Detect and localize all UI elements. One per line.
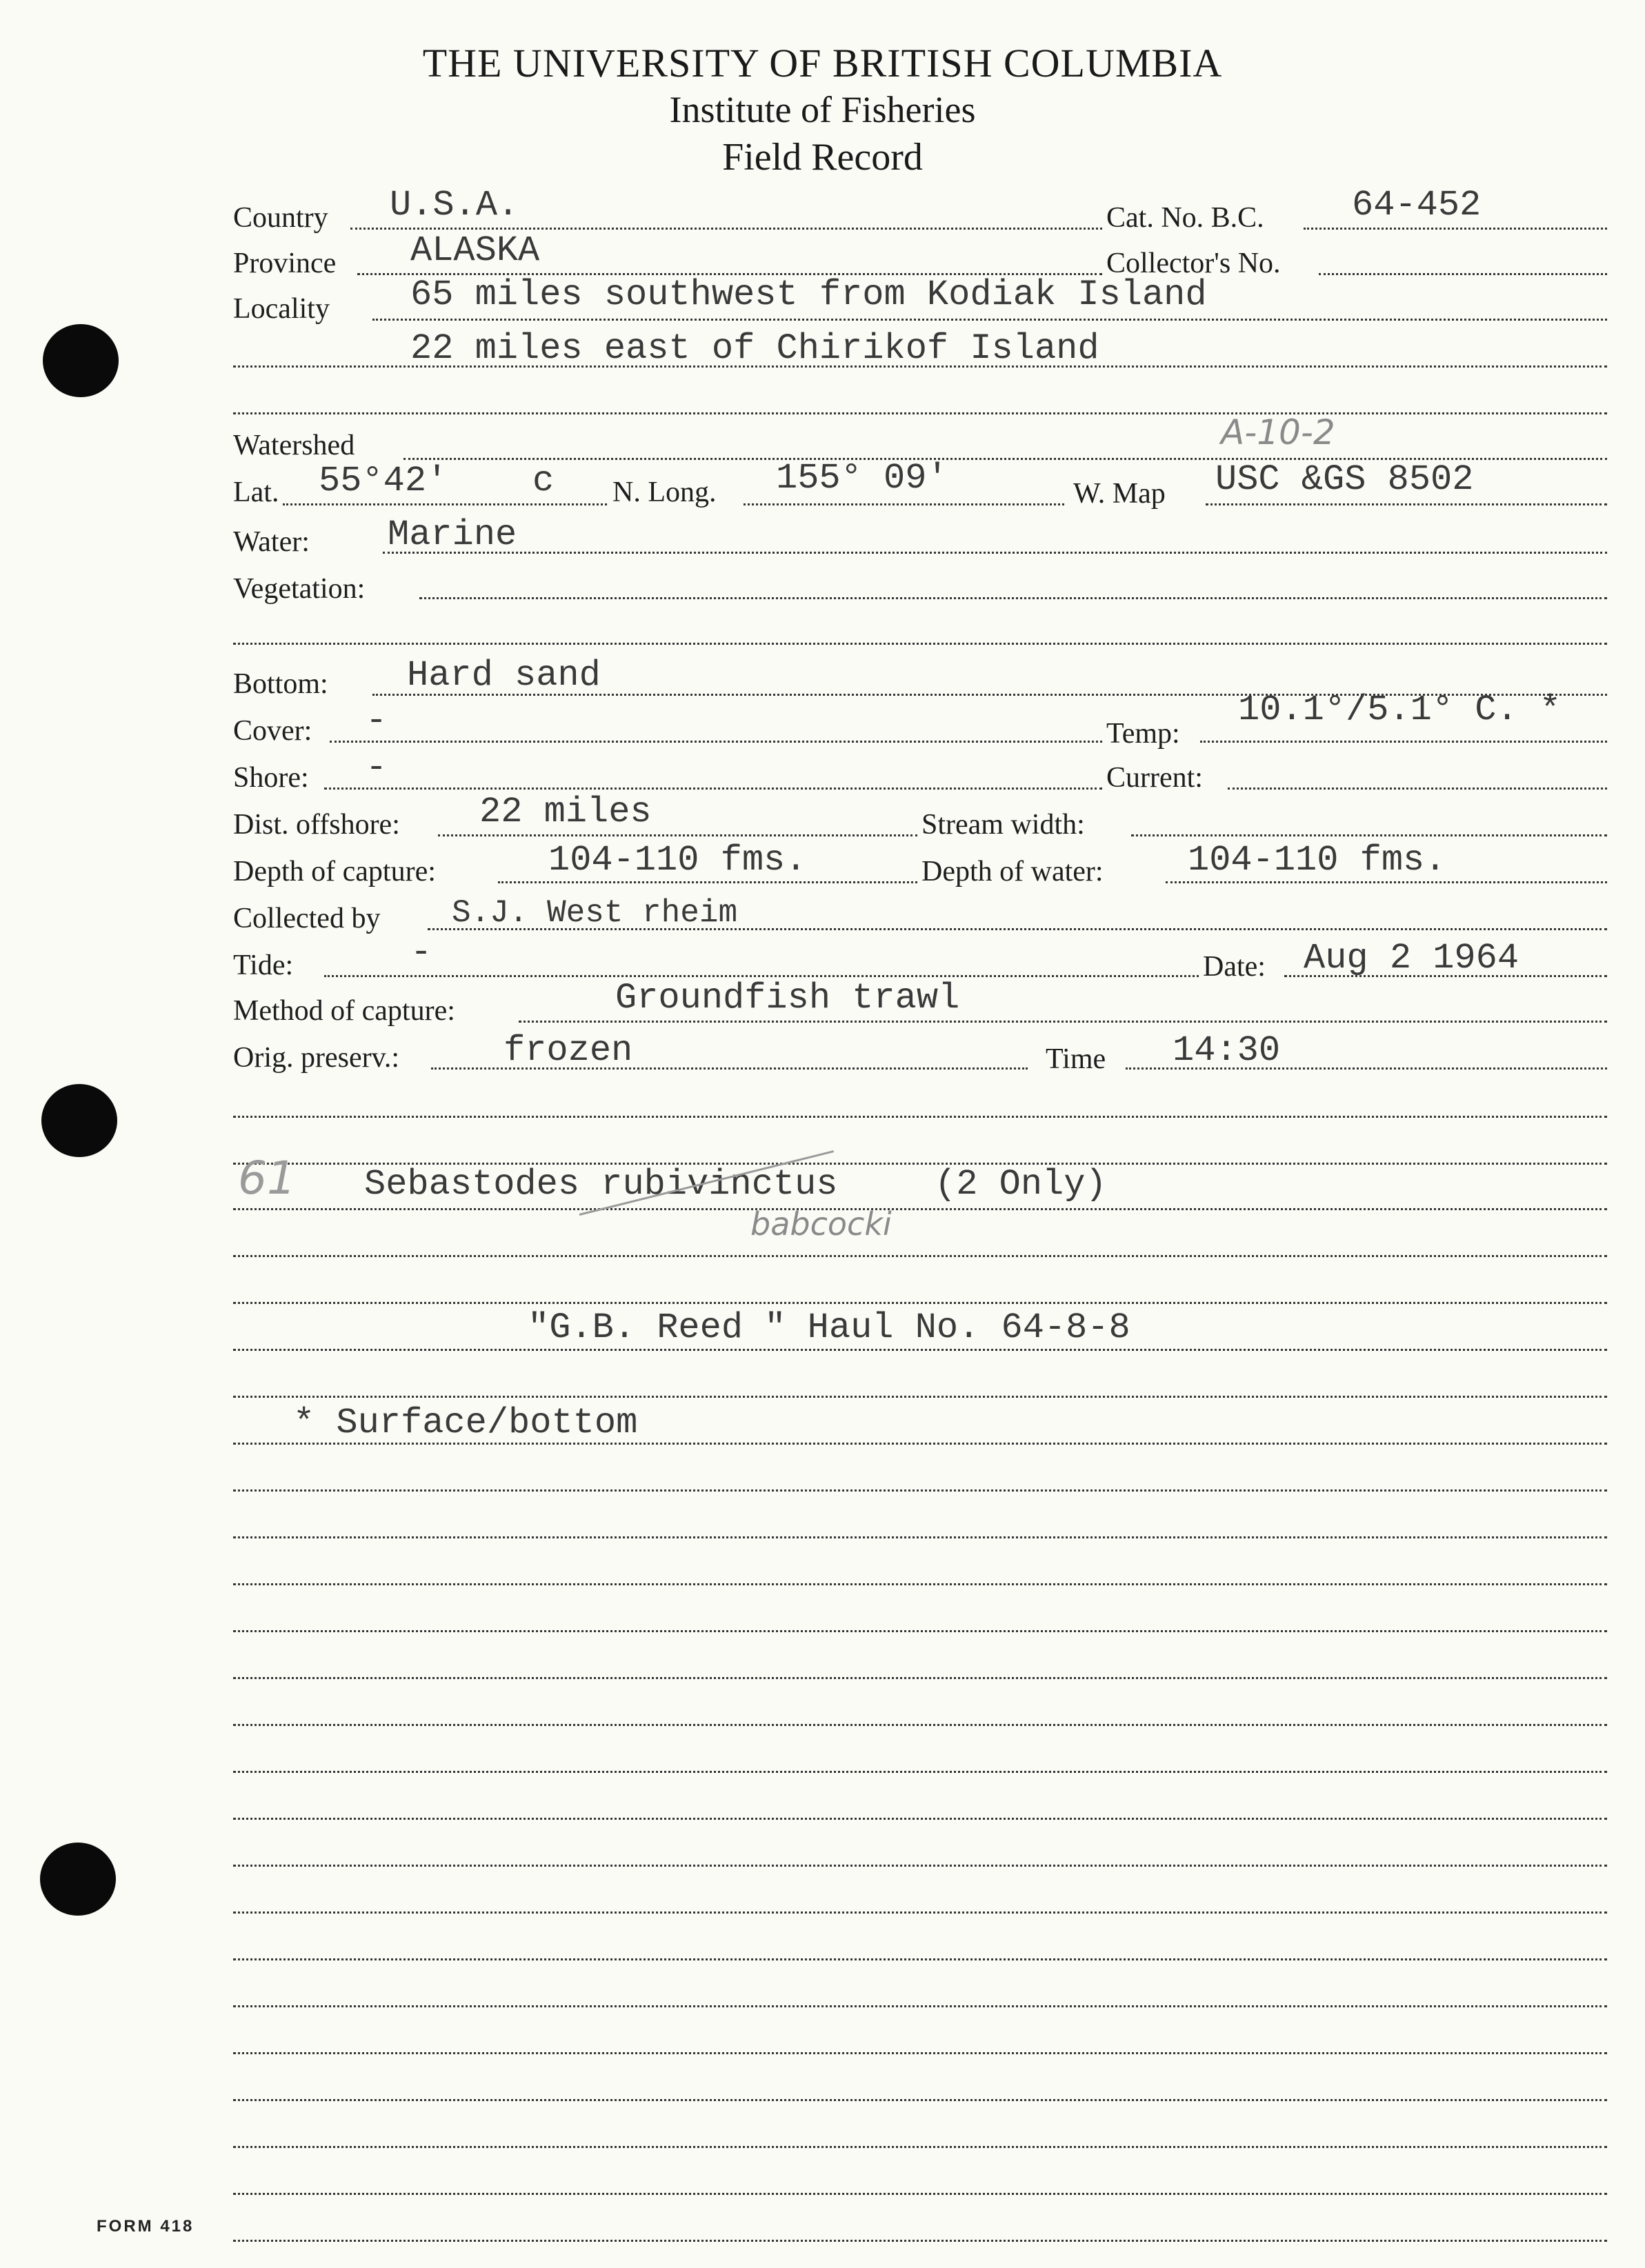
bottom-value: Hard sand	[407, 655, 601, 696]
current-label: Current:	[1106, 762, 1203, 794]
shore-line	[324, 787, 1102, 790]
depth-capture-line	[498, 881, 917, 883]
vegetation-label: Vegetation:	[233, 573, 366, 605]
cat-no-label: Cat. No. B.C.	[1106, 202, 1264, 234]
method-line	[519, 1021, 1607, 1023]
cover-value: -	[366, 701, 388, 741]
lat-line	[283, 503, 607, 505]
water-label: Water:	[233, 526, 310, 558]
collectors-no-line	[1319, 273, 1607, 275]
watershed-note: A-10-2	[1221, 412, 1335, 452]
locality-line-3	[233, 412, 1607, 414]
tide-line	[324, 975, 1199, 977]
ruled-line	[233, 1865, 1607, 1867]
ruled-line	[233, 1396, 1607, 1398]
lat-mark: c	[532, 461, 555, 501]
locality-value-2: 22 miles east of Chirikof Island	[410, 328, 1099, 369]
w-map-label: W. Map	[1073, 478, 1166, 510]
locality-value-1: 65 miles southwest from Kodiak Island	[410, 274, 1207, 315]
current-line	[1228, 787, 1607, 790]
ruled-line	[233, 1724, 1607, 1726]
lat-label: Lat.	[233, 476, 279, 508]
water-line	[383, 552, 1607, 554]
punch-hole-middle	[41, 1084, 117, 1157]
province-label: Province	[233, 248, 337, 279]
vegetation-line	[419, 597, 1607, 599]
country-label: Country	[233, 202, 328, 234]
punch-hole-top	[43, 324, 119, 397]
time-label: Time	[1046, 1043, 1106, 1075]
locality-line-1	[372, 319, 1607, 321]
collectors-no-label: Collector's No.	[1106, 248, 1281, 279]
species-name: Sebastodes rubivinctus	[364, 1164, 838, 1205]
ruled-line	[233, 1771, 1607, 1773]
long-value: 155° 09'	[776, 458, 948, 499]
ruled-line	[233, 1489, 1607, 1492]
ruled-line	[233, 1536, 1607, 1538]
bottom-label: Bottom:	[233, 668, 328, 700]
dist-offshore-label: Dist. offshore:	[233, 809, 400, 841]
map-value: USC &GS 8502	[1215, 459, 1474, 500]
cat-no-line	[1304, 228, 1607, 230]
ruled-line	[233, 2193, 1607, 2195]
country-value: U.S.A.	[390, 185, 519, 225]
form-title: Field Record	[722, 136, 923, 179]
ruled-line	[233, 1583, 1607, 1585]
ruled-line	[233, 1349, 1607, 1351]
ruled-line	[233, 1255, 1607, 1257]
lat-value: 55°42'	[319, 461, 448, 501]
depth-capture-value: 104-110 fms.	[548, 840, 807, 881]
ruled-line	[233, 2052, 1607, 2054]
collected-by-label: Collected by	[233, 903, 381, 934]
temp-line	[1200, 741, 1607, 743]
dist-offshore-line	[438, 834, 917, 836]
form-number: FORM 418	[97, 2217, 195, 2236]
ruled-line	[233, 1302, 1607, 1304]
ruled-line	[233, 1116, 1607, 1118]
temp-label: Temp:	[1106, 718, 1180, 750]
ruled-line	[233, 2005, 1607, 2007]
specimen-count: (2 Only)	[935, 1164, 1107, 1205]
stream-width-label: Stream width:	[921, 809, 1085, 841]
ruled-line	[233, 2099, 1607, 2101]
stream-width-line	[1131, 834, 1607, 836]
depth-capture-label: Depth of capture:	[233, 856, 436, 887]
tide-value: -	[410, 932, 432, 973]
map-line	[1206, 503, 1607, 505]
cover-line	[330, 741, 1102, 743]
depth-water-line	[1166, 881, 1607, 883]
ruled-line	[233, 1911, 1607, 1914]
ruled-line	[233, 1958, 1607, 1960]
ruled-line	[233, 2240, 1607, 2242]
university-title: THE UNIVERSITY OF BRITISH COLUMBIA	[422, 41, 1223, 86]
long-line	[744, 503, 1064, 505]
ruled-line	[233, 1208, 1607, 1210]
ruled-line	[233, 1630, 1607, 1632]
date-value: Aug 2 1964	[1304, 938, 1519, 979]
ruled-line	[233, 2146, 1607, 2148]
orig-preserv-value: frozen	[504, 1030, 633, 1071]
method-label: Method of capture:	[233, 995, 455, 1027]
locality-label: Locality	[233, 293, 330, 325]
punch-hole-bottom	[40, 1843, 116, 1916]
shore-value: -	[366, 747, 388, 788]
water-value: Marine	[388, 514, 517, 555]
temp-value: 10.1°/5.1° C. *	[1238, 690, 1562, 730]
n-long-label: N. Long.	[612, 476, 717, 508]
watershed-label: Watershed	[233, 430, 355, 461]
cover-label: Cover:	[233, 715, 312, 747]
time-value: 14:30	[1173, 1030, 1281, 1071]
date-label: Date:	[1203, 951, 1266, 983]
depth-water-value: 104-110 fms.	[1188, 840, 1446, 881]
province-value: ALASKA	[410, 230, 540, 271]
shore-label: Shore:	[233, 762, 309, 794]
orig-preserv-label: Orig. preserv.:	[233, 1042, 400, 1074]
catalog-number-note: 61	[238, 1152, 296, 1205]
vegetation-line-2	[233, 643, 1607, 645]
species-correction: babcocki	[750, 1205, 892, 1243]
ruled-line	[233, 1818, 1607, 1820]
depth-water-label: Depth of water:	[921, 856, 1104, 887]
footnote: * Surface/bottom	[293, 1403, 638, 1443]
collected-by-value: S.J. West rheim	[452, 895, 738, 931]
tide-label: Tide:	[233, 950, 294, 981]
dist-offshore-value: 22 miles	[479, 792, 652, 832]
cat-no-value: 64-452	[1352, 185, 1482, 225]
ruled-line	[233, 1677, 1607, 1679]
country-line	[350, 228, 1102, 230]
haul-number: "G.B. Reed " Haul No. 64-8-8	[528, 1307, 1130, 1348]
institute-title: Institute of Fisheries	[669, 89, 976, 130]
method-value: Groundfish trawl	[615, 978, 960, 1018]
